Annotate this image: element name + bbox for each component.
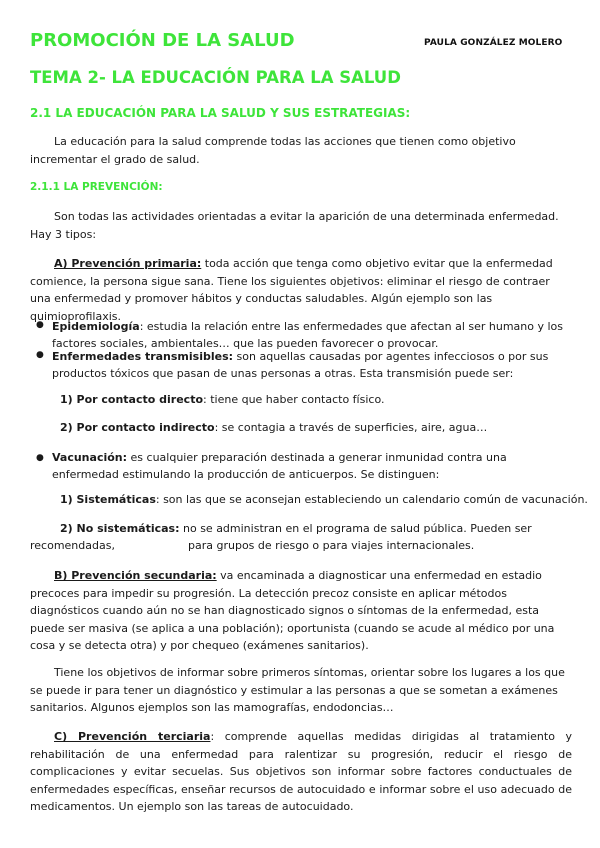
author-name: PAULA GONZÁLEZ MOLERO <box>424 38 563 48</box>
primary-prevention-label: A) Prevención primaria: <box>54 257 202 270</box>
section-2-1-1-intro: Son todas las actividades orientadas a evitar la aparición de una determinada enfermedad. Hay 3 tipos: <box>30 210 559 241</box>
bullet-epidemiologia: Epidemiología: estudia la relación entre las enfermedades que afectan al ser humano y los factores sociales, ambientales… que las pueden favorecer o provocar. <box>52 320 564 350</box>
topic-title: TEMA 2- LA EDUCACIÓN PARA LA SALUD <box>30 68 401 87</box>
document-title: PROMOCIÓN DE LA SALUD <box>30 30 295 51</box>
contacto-directo: 1) Por contacto directo: tiene que haber contacto físico. <box>60 393 385 406</box>
bullet-vacunacion: Vacunación: es cualquier preparación destinada a generar inmunidad contra una enfermedad estimulando la producción de anticuerpos. Se distinguen: <box>52 451 507 481</box>
vacunas-no-sistematicas: 2) No sistemáticas: no se administran en el programa de salud pública. Pueden ser <box>60 522 532 535</box>
contacto-indirecto: 2) Por contacto indirecto: se contagia a través de superficies, aire, agua… <box>60 421 488 434</box>
bullet-icon: ● <box>36 453 44 463</box>
bullet-icon: ● <box>36 320 44 330</box>
secondary-prevention-objectives: Tiene los objetivos de informar sobre primeros síntomas, orientar sobre los lugares a los que se puede ir para tener un diagnóstico y estimular a las personas a que se sometan a exámenes sanitarios. Algunos ejemplos son las mamografías, endodoncias… <box>30 666 565 714</box>
bullet-enfermedades-transmisibles: Enfermedades transmisibles: son aquellas causadas por agentes infecciosos o por sus productos tóxicos que pasan de unas personas a otras. Esta transmisión puede ser: <box>52 350 549 380</box>
primary-prevention-paragraph: A) Prevención primaria: toda acción que tenga como objetivo evitar que la enfermedad comience, la persona sigue sana. Tiene los siguientes objetivos: eliminar el riesgo de contraer una enfermedad y promover hábitos y conductas saludables. Algún ejemplo son las quimioprofilaxis. <box>30 257 553 323</box>
vacunas-no-sistematicas-cont-a: recomendadas, <box>30 539 115 552</box>
tertiary-prevention-label: C) Prevención terciaria <box>54 730 211 743</box>
vacunas-sistematicas: 1) Sistemáticas: son las que se aconsejan estableciendo un calendario común de vacunación. <box>60 493 588 506</box>
section-heading-2-1: 2.1 LA EDUCACIÓN PARA LA SALUD Y SUS ESTRATEGIAS: <box>30 106 411 120</box>
secondary-prevention-paragraph: B) Prevención secundaria: va encaminada a diagnosticar una enfermedad en estadio precoces para impedir su progresión. La detección precoz consiste en aplicar métodos diagnósticos cuando aún no se han diagnosticado signos o síntomas de la enfermedad, esta puede ser masiva (se aplica a una población); oportunista (cuando se acude al médico por una cosa y se detecta otra) y por chequeo (exámenes sanitarios). <box>30 569 555 652</box>
tertiary-prevention-paragraph: C) Prevención terciaria: comprende aquellas medidas dirigidas al tratamiento y rehabilitación de una enfermedad para ralentizar su progresión, reducir el riesgo de complicaciones y evitar secuelas. Sus objetivos son informar sobre factores conductuales de enfermedades específicas, enseñar recursos de autocuidado e informar sobre el uso adecuado de medicamentos. Un ejemplo son las tareas de autocuidado. <box>30 730 572 813</box>
bullet-icon: ● <box>36 350 44 360</box>
section-2-1-intro: La educación para la salud comprende todas las acciones que tienen como objetivo incrementar el grado de salud. <box>30 135 516 166</box>
secondary-prevention-label: B) Prevención secundaria: <box>54 569 217 582</box>
vacunas-no-sistematicas-cont-b: para grupos de riesgo o para viajes internacionales. <box>188 539 475 552</box>
section-heading-2-1-1: 2.1.1 LA PREVENCIÓN: <box>30 181 163 193</box>
